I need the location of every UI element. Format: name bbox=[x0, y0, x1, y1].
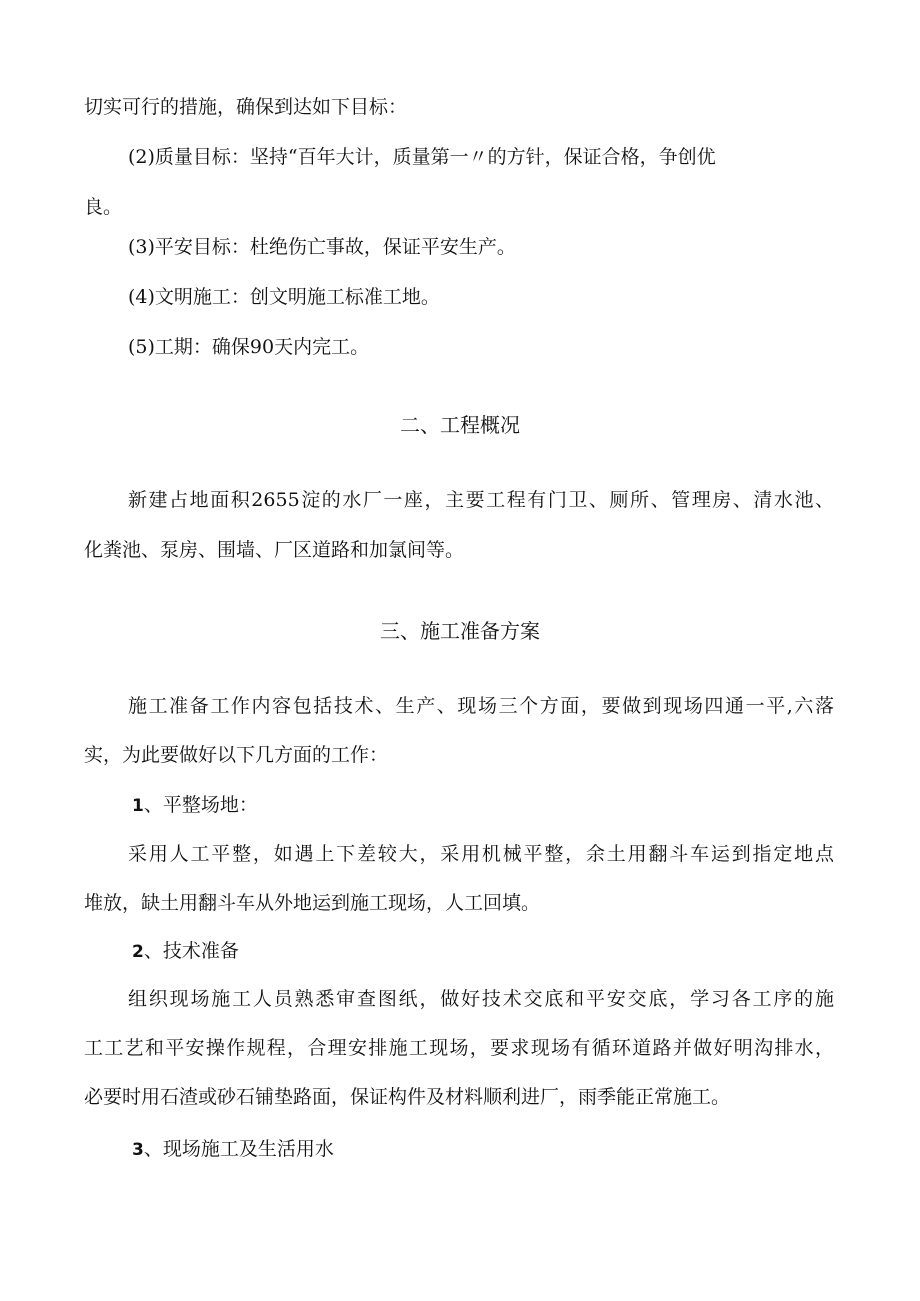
item1-title: 、平整场地： bbox=[143, 794, 258, 816]
item1-line1: 采用人工平整，如遇上下差较大，采用机械平整，余土用翻斗车运到指定地点 bbox=[128, 843, 834, 865]
goal-safety: (3)平安目标：杜绝伤亡事故，保证平安生产。 bbox=[128, 236, 516, 258]
item2-number: 2 bbox=[132, 942, 144, 962]
item3-number: 3 bbox=[132, 1140, 144, 1160]
item3-heading bbox=[132, 1140, 334, 1159]
section2-para-line1: 新建占地面积2655淀的水厂一座，主要工程有门卫、厕所、管理房、清水池、 bbox=[128, 489, 834, 511]
item2-line3: 必要时用石渣或砂石铺垫路面，保证构件及材料顺利进厂，雨季能正常施工。 bbox=[84, 1086, 731, 1108]
item1-number: 1 bbox=[132, 796, 144, 816]
intro-line: 切实可行的措施，确保到达如下目标： bbox=[84, 96, 408, 118]
goal-civilized: (4)文明施工：创文明施工标准工地。 bbox=[128, 286, 440, 308]
goal-schedule: (5)工期：确保90天内完工。 bbox=[128, 336, 370, 358]
section3-intro-line1: 施工准备工作内容包括技术、生产、现场三个方面，要做到现场四通一平,六落 bbox=[128, 695, 834, 717]
item2-heading bbox=[132, 942, 239, 961]
item1-heading bbox=[132, 796, 258, 815]
goal-quality-line1: (2)质量目标：坚持“百年大计，质量第一〃的方针，保证合格，争创优 bbox=[128, 146, 716, 168]
item1-line2: 堆放，缺土用翻斗车从外地运到施工现场，人工回填。 bbox=[84, 892, 541, 914]
item2-line2: 工工艺和平安操作规程，合理安排施工现场，要求现场有循环道路并做好明沟排水， bbox=[84, 1037, 834, 1059]
section2-para-line2: 化粪池、泵房、围墙、厂区道路和加氯间等。 bbox=[84, 539, 465, 561]
section3-intro-line2: 实，为此要做好以下几方面的工作： bbox=[84, 744, 389, 766]
item3-title: 、现场施工及生活用水 bbox=[143, 1138, 334, 1160]
section2-heading: 二、工程概况 bbox=[400, 413, 520, 437]
goal-quality-line2: 良。 bbox=[84, 196, 123, 218]
item2-title: 、技术准备 bbox=[143, 940, 239, 962]
section3-heading: 三、施工准备方案 bbox=[380, 619, 540, 643]
item2-line1: 组织现场施工人员熟悉审查图纸，做好技术交底和平安交底，学习各工序的施 bbox=[128, 988, 834, 1010]
